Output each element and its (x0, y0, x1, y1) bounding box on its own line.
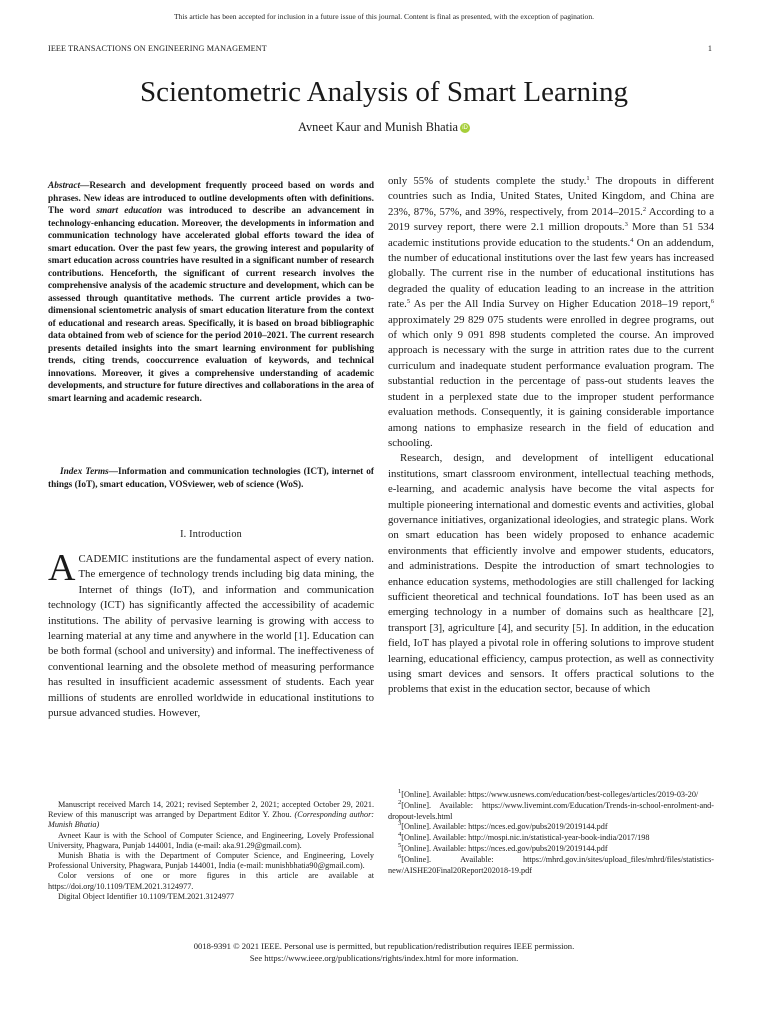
footnote-received: Manuscript received March 14, 2021; revised September 2, 2021; accepted October 29, 2021. Review of this manuscript was arranged by Department Editor Y. Zhou. (Corresponding author: Munish Bhatia) (48, 800, 374, 830)
footnote-bhatia: Munish Bhatia is with the Department of Computer Science, and Engineering, Lovely Professional University, Phagwara, Punjab 144001, India (e-mail: munishbhatia90@gmail.com). (48, 851, 374, 871)
abstract (48, 180, 374, 405)
footnote-color: Color versions of one or more figures in this article are available at https://doi.org/10.1109/TEM.2021.3124977. (48, 871, 374, 891)
abstract-label: Abstract (48, 181, 81, 191)
footnote-ref[interactable]: 1 (586, 175, 590, 182)
running-header: IEEE TRANSACTIONS ON ENGINEERING MANAGEMENT (48, 44, 267, 53)
index-terms (48, 466, 374, 491)
author-line (0, 120, 768, 135)
page-number: 1 (707, 44, 712, 53)
footnote-item: $^5$[Online]. Available: https://nces.ed.gov/pubs2019/2019144.pdf (398, 841, 608, 853)
footnote-item: $^1$[Online]. Available: https://www.usnews.com/education/best-colleges/articles/2019-03-20/ (398, 788, 699, 799)
index-terms-text: —Information and communication technologies (ICT), internet of things (IoT), smart education, VOSviewer, web of science (WoS). (48, 467, 374, 490)
footnote-item: $^2$[Online]. Available: https://www.livemint.com/Education/Trends-in-school-enrolment-and-dropout-levels.html (388, 798, 714, 821)
intro-paragraph (48, 547, 374, 721)
abstract-term: smart education (96, 206, 162, 216)
footnote-doi: Digital Object Identifier 10.1109/TEM.2021.3124977 (58, 891, 235, 901)
footnote-item: $^6$[Online]. Available: https://mhrd.gov.in/sites/upload_files/mhrd/files/statistics-new/AISHE20Final20Report202018-19.pdf (388, 852, 714, 875)
footnote-item: $^4$[Online]. Available: http://mospi.nic.in/statistical-year-book-india/2017/198 (398, 831, 650, 843)
copyright-line: 0018-9391 © 2021 IEEE. Personal use is permitted, but republication/redistribution requires IEEE permission. (193, 941, 575, 951)
authors: Avneet Kaur and Munish Bhatia (297, 120, 459, 134)
copyright-footer (0, 940, 768, 964)
paper-title: Scientometric Analysis of Smart Learning (139, 76, 629, 108)
manuscript-footnotes (48, 800, 374, 902)
footnote-ref[interactable]: 3 (624, 221, 628, 229)
acceptance-note: This article has been accepted for inclusion in a future issue of this journal. Content is final as presented, with the exception of pagination. (173, 12, 595, 21)
footnote-item: $^3$[Online]. Available: https://nces.ed.gov/pubs2019/2019144.pdf (398, 820, 608, 832)
section-heading: I. Introduction (180, 529, 242, 540)
drop-cap: A (48, 547, 76, 589)
footnote-ref[interactable]: 2 (642, 205, 647, 213)
abstract-text-1: —Research and development frequently proceed based on words and phrases. New ideas are introduced to outline developments often with definitions. The word (48, 181, 374, 216)
intro-text: CADEMIC institutions are the fundamental aspect of every nation. The emergence of technology trends including big data mining, the Internet of things (IoT), and information and communication technology (ICT) has significantly affected the accessibility of academic institutions. The ability of pervasive learning is growing with access to learning material at any time and anywhere in the world [1]. Education can be both formal (school and university) and informal. The ineffectiveness of conventional learning and the obsolete method of measuring performance has resulted in insufficient academic assessment of students. Each year millions of students are enrolled worldwide in educational institutions to pursue advanced studies. However, (48, 553, 374, 720)
rights-link[interactable]: See https://www.ieee.org/publications/rights/index.html for more information. (249, 953, 519, 963)
footnote-ref[interactable]: 5 (406, 298, 411, 306)
paragraph: only 55% of students complete the study.$^1$ The dropouts in different countries such as India, United States, United Kingdom, and China are 23%, 87%, 57%, and 39%, respectively, from 2014–2015.$^2$ According to a 2019 survey report, there were 2.1 million dropouts.$^3$ More than 51 534 academic institutions provide education to the students.$^4$ On an addendum, the number of educational institutions over the last few years has increased globally. The current rise in the number of educational institutions has degraded the quality of education leading to an increase in the attrition rate.$^5$ As per the All India Survey on Higher Education 2018–19 report,$^6$ approximately 29 829 075 students were enrolled in degree programs, out of which only 9 091 898 students completed the course. An improved approach is necessary with the surge in attrition rates due to the current curriculum and inadequate student performance evaluation program. The substantial reduction in the percentage of pass-out students leaves the student in a perplexed state due to the improper student performance evaluation methods. Consequently, it is gaining considerable importance among nations to emphasize research in the field of education and schooling. (388, 175, 715, 449)
corresponding-author: (Corresponding author: Munish Bhatia) (48, 810, 374, 830)
footnote-ref[interactable]: 4 (630, 236, 634, 244)
index-terms-label: Index Terms (60, 467, 109, 477)
orcid-icon[interactable]: iD (460, 123, 470, 133)
abstract-text-2: was introduced to describe an advancement in technology-enhancing education. Moreover, the developments in information and communication technology have accelerated global efforts toward the idea of smart education. Over the past few years, the growing interest and popularity of smart education across countries have resulted in a significant number of research contributions. Henceforth, the significant of current research involves the comprehensive analysis of the academic structure and development, which can be assessed through quantitative methods. The current article provides a two-dimensional scientometric analysis of smart education literature from the context of educational and research areas. Specifically, it is based on broad bibliographic data obtained from web of science for the period 2010–2021. The current research presents detailed insights into the smart learning environment for publishing trends, citing trends, cooccurrence evaluation of keywords, and technical innovations. Moreover, it gives a comprehensive understanding of academic developments, and structure for future directives and collaborations in the area of smart learning and academic research. (48, 206, 375, 404)
right-column-text (388, 174, 714, 698)
paragraph: Research, design, and development of intelligent educational institutions, smart classroom environment, intellectual teaching methods, e-learning, and academic analysis have become the vital aspects for multiple pioneering international and domestic events and activities, global governance initiatives, organizational ideologies, and strategic plans. Work on smart education has been widely proposed to enhance academic environments that efficiently involve and empower students, educators, and administrations. Despite the introduction of smart technologies to enhance education systems, methodologies are still challenged for lacking sufficient theoretical and technical foundations. IoT has been used as an emerging technology in a number of domains such as healthcare [2], transport [3], agriculture [4], and security [5]. In addition, in the education field, IoT has played a pivotal role in offering solutions to improve student learning, educational efficiency, campus protection, as well as connectivity using smart devices and sensors. It offers practical solutions to the problems that exist in the education sector, because of which (388, 452, 714, 696)
footnote-kaur: Avneet Kaur is with the School of Computer Science, and Engineering, Lovely Professional University, Phagwara, Punjab 144001, India (e-mail: aka.91.29@gmail.com). (48, 830, 374, 850)
web-footnotes (388, 790, 714, 876)
footnote-ref[interactable]: 6 (710, 298, 714, 306)
